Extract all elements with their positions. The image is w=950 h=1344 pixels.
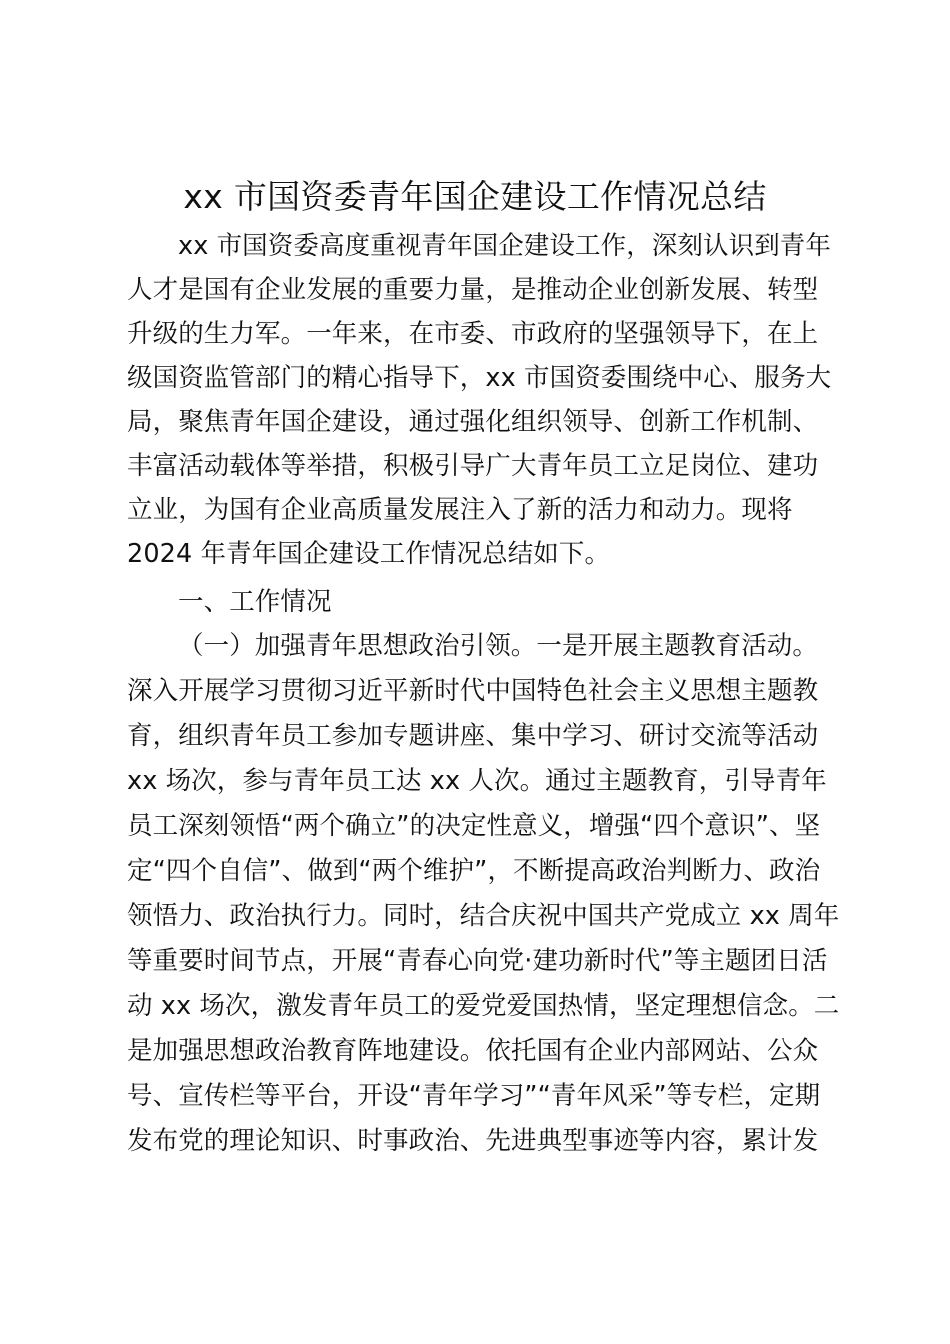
paragraph-line: 领悟力、政治执行力。同时，结合庆祝中国共产党成立 xx 周年	[127, 901, 840, 931]
paragraph-line: 等重要时间节点，开展“青春心向党·建功新时代”等主题团日活	[127, 946, 828, 976]
paragraph-line: 2024 年青年国企建设工作情况总结如下。	[127, 539, 611, 569]
paragraph-line: 立业，为国有企业高质量发展注入了新的活力和动力。现将	[127, 495, 793, 525]
paragraph-line: 级国资监管部门的精心指导下，xx 市国资委围绕中心、服务大	[127, 363, 832, 393]
paragraph-line: 升级的生力军。一年来，在市委、市政府的坚强领导下，在上	[127, 319, 819, 349]
paragraph-line: xx 场次，参与青年员工达 xx 人次。通过主题教育，引导青年	[127, 766, 827, 796]
paragraph-line: 定“四个自信”、做到“两个维护”，不断提高政治判断力、政治	[127, 856, 821, 886]
paragraph-line: xx 市国资委高度重视青年国企建设工作，深刻认识到青年	[178, 231, 831, 261]
paragraph-line: 员工深刻领悟“两个确立”的决定性意义，增强“四个意识”、坚	[127, 811, 821, 841]
section-heading: 一、工作情况	[178, 587, 332, 617]
paragraph-line: 人才是国有企业发展的重要力量，是推动企业创新发展、转型	[127, 275, 819, 305]
paragraph-line: （一）加强青年思想政治引领。一是开展主题教育活动。	[178, 631, 819, 661]
paragraph-line: 是加强思想政治教育阵地建设。依托国有企业内部网站、公众	[127, 1036, 819, 1066]
paragraph-line: 深入开展学习贯彻习近平新时代中国特色社会主义思想主题教	[127, 676, 819, 706]
paragraph-line: 丰富活动载体等举措，积极引导广大青年员工立足岗位、建功	[127, 451, 819, 481]
paragraph-line: 育，组织青年员工参加专题讲座、集中学习、研讨交流等活动	[127, 721, 819, 751]
paragraph-line: 号、宣传栏等平台，开设“青年学习”“青年风采”等专栏，定期	[127, 1081, 821, 1111]
paragraph-line: 发布党的理论知识、时事政治、先进典型事迹等内容，累计发	[127, 1126, 819, 1156]
paragraph-line: 动 xx 场次，激发青年员工的爱党爱国热情，坚定理想信念。二	[127, 991, 840, 1021]
document-title: xx 市国资委青年国企建设工作情况总结	[183, 177, 767, 216]
paragraph-line: 局，聚焦青年国企建设，通过强化组织领导、创新工作机制、	[127, 407, 819, 437]
